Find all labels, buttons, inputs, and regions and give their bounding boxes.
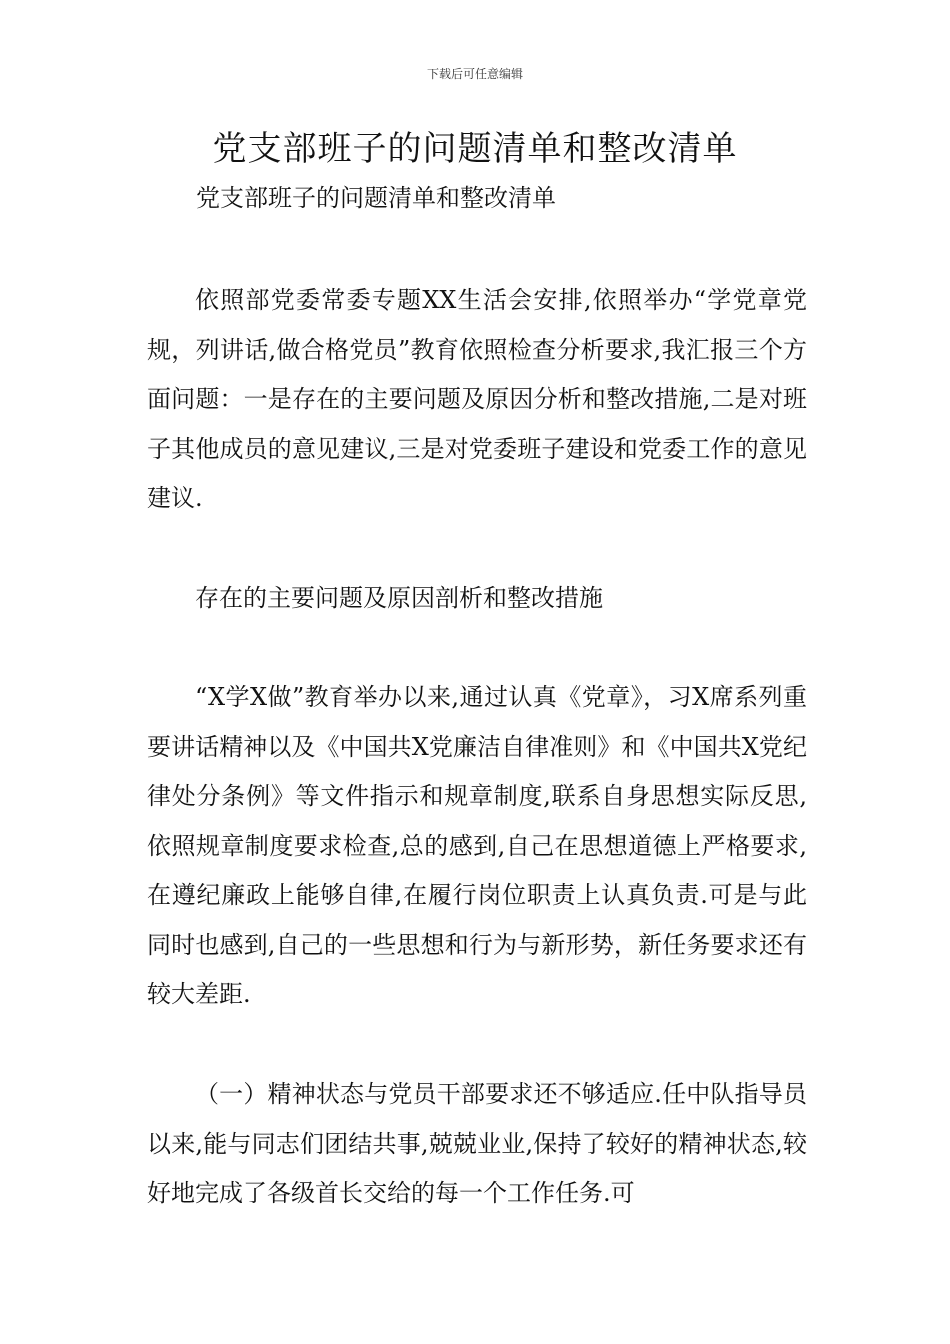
header-note: 下载后可任意编辑 [426, 67, 523, 81]
analysis-paragraph: “X学X做”教育举办以来,通过认真《党章》，习X席系列重要讲话精神以及《中国共X党廉洁自律准则》和《中国共X党纪律处分条例》等文件指示和规章制度,联系自身思想实际反思,依照规章制度要求检查,总的感到,自己在思想道德上严格要求,在遵纪廉政上能够自律,在履行岗位职责上认真负责.可是与此同时也感到,自己的一些思想和行为与新形势，新任务要求还有较大差距. [147, 683, 807, 1008]
intro-paragraph: 依照部党委常委专题XX生活会安排,依照举办“学党章党规，列讲话,做合格党员”教育依照检查分析要求,我汇报三个方面问题：一是存在的主要问题及原因分析和整改措施,二是对班子其他成员的意见建议,三是对党委班子建设和党委工作的意见建议. [147, 286, 807, 512]
document-subtitle: 党支部班子的问题清单和整改清单 [196, 184, 556, 212]
section-heading: 存在的主要问题及原因剖析和整改措施 [195, 584, 603, 612]
issue-one-paragraph: （一）精神状态与党员干部要求还不够适应.任中队指导员以来,能与同志们团结共事,兢兢业业,保持了较好的精神状态,较好地完成了各级首长交给的每一个工作任务.可 [147, 1080, 807, 1207]
document-title: 党支部班子的问题清单和整改清单 [212, 129, 738, 169]
